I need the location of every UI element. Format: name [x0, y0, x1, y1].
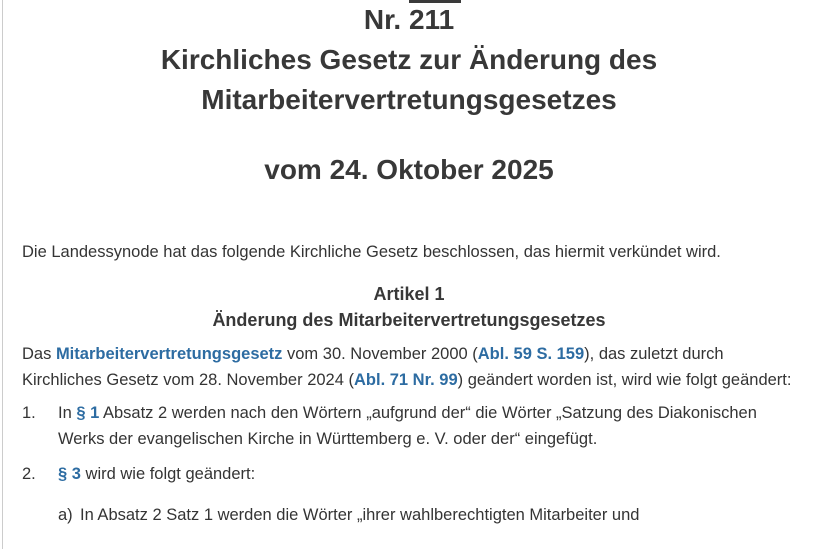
list-item-1-content: [58, 400, 796, 452]
link-paragraph-1[interactable]: § 1: [76, 404, 100, 422]
article-title: Änderung des Mitarbeitervertretungsgesetzes: [212, 310, 606, 330]
law-number: Nr. 211: [363, 4, 455, 35]
list-item-2-marker: 2.: [22, 465, 36, 483]
link-abl-71-nr-99[interactable]: Abl. 71 Nr. 99: [353, 371, 458, 389]
text-segment: ) geändert worden ist, wird wie folgt geändert:: [457, 371, 792, 389]
amendment-paragraph: [22, 341, 796, 393]
law-title: [22, 0, 796, 120]
amendment-list: [22, 400, 796, 528]
list-item-2-content: [58, 461, 796, 487]
article-number: Artikel 1: [373, 284, 445, 304]
text-segment: Das: [22, 345, 56, 363]
link-mitarbeitervertretungsgesetz[interactable]: Mitarbeitervertretungsgesetz: [55, 345, 283, 363]
list-item-1-marker: 1.: [22, 404, 36, 422]
clipped-text-artifact: [409, 0, 461, 3]
text-segment: ), das zuletzt durch Kirchliches Gesetz vom 28. November 2024 (: [22, 345, 724, 389]
text-segment: wird wie folgt geändert:: [80, 465, 256, 483]
list-item-2: [22, 461, 796, 487]
document-page: [2, 0, 818, 549]
list-item-2a: [58, 502, 796, 528]
link-abl-59-s-159[interactable]: Abl. 59 S. 159: [477, 345, 585, 363]
list-item-2a-content: In Absatz 2 Satz 1 werden die Wörter „ihrer wahlberechtigten Mitarbeiter und: [80, 506, 640, 524]
link-paragraph-3[interactable]: § 3: [58, 465, 81, 483]
article-heading: [22, 281, 796, 333]
law-name: Kirchliches Gesetz zur Änderung des Mitarbeitervertretungsgesetzes: [160, 44, 658, 115]
text-segment: vom 30. November 2000 (: [282, 345, 478, 363]
list-item-2a-marker: a): [58, 506, 73, 524]
text-segment: In: [58, 404, 77, 422]
intro-paragraph: Die Landessynode hat das folgende Kirchliche Gesetz beschlossen, das hiermit verkündet wird.: [22, 243, 721, 261]
law-date: vom 24. Oktober 2025: [264, 154, 554, 185]
list-item-1: [22, 400, 796, 452]
text-segment: Absatz 2 werden nach den Wörtern „aufgrund der“ die Wörter „Satzung des Diakonischen Werks der evangelischen Kirche in Württemberg e. V. oder der“ eingefügt.: [58, 404, 757, 448]
